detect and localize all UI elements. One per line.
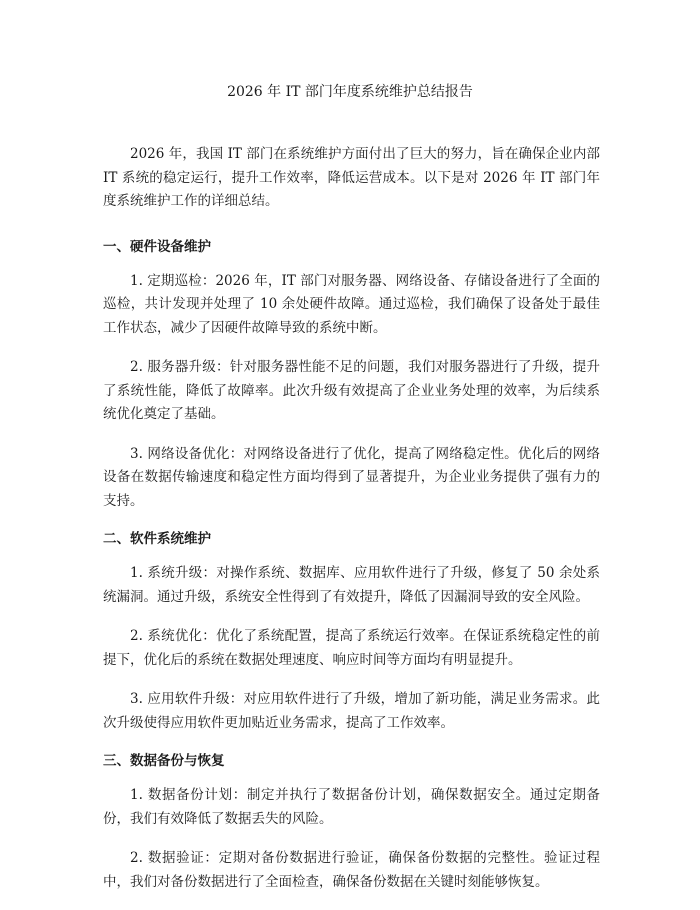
section-heading: 三、数据备份与恢复 xyxy=(103,753,225,769)
section-paragraph: 2. 数据验证：定期对备份数据进行验证，确保备份数据的完整性。验证过程中，我们对备份数据进行了全面检查，确保备份数据在关键时刻能够恢复。 xyxy=(103,850,600,890)
section-data-backup-recovery xyxy=(103,751,600,894)
section-paragraph: 1. 数据备份计划：制定并执行了数据备份计划，确保数据安全。通过定期备份，我们有效降低了数据丢失的风险。 xyxy=(103,787,600,827)
section-paragraph: 1. 定期巡检：2026 年，IT 部门对服务器、网络设备、存储设备进行了全面的巡检，共计发现并处理了 10 余处硬件故障。通过巡检，我们确保了设备处于最佳工作状态，减少了因硬件故障导致的系统中断。 xyxy=(103,272,600,336)
section-software-maintenance xyxy=(103,529,600,735)
section-paragraph: 2. 系统优化：优化了系统配置，提高了系统运行效率。在保证系统稳定性的前提下，优化后的系统在数据处理速度、响应时间等方面均有明显提升。 xyxy=(103,628,600,668)
section-paragraph: 2. 服务器升级：针对服务器性能不足的问题，我们对服务器进行了升级，提升了系统性能，降低了故障率。此次升级有效提高了企业业务处理的效率，为后续系统优化奠定了基础。 xyxy=(103,359,600,422)
section-paragraph: 3. 网络设备优化：对网络设备进行了优化，提高了网络稳定性。优化后的网络设备在数据传输速度和稳定性方面均得到了显著提升，为企业业务提供了强有力的支持。 xyxy=(103,445,600,509)
document-body xyxy=(103,143,600,910)
section-hardware-maintenance xyxy=(103,237,600,514)
section-paragraph: 1. 系统升级：对操作系统、数据库、应用软件进行了升级，修复了 50 余处系统漏洞。通过升级，系统安全性得到了有效提升，降低了因漏洞导致的安全风险。 xyxy=(103,565,600,605)
intro-paragraph: 2026 年，我国 IT 部门在系统维护方面付出了巨大的努力，旨在确保企业内部 IT 系统的稳定运行，提升工作效率，降低运营成本。以下是对 2026 年 IT 部门年度系统维护工作的详细总结。 xyxy=(103,146,600,209)
document-title: 2026 年 IT 部门年度系统维护总结报告 xyxy=(227,84,473,100)
section-heading: 二、软件系统维护 xyxy=(103,531,211,547)
section-paragraph: 3. 应用软件升级：对应用软件进行了升级，增加了新功能，满足业务需求。此次升级使得应用软件更加贴近业务需求，提高了工作效率。 xyxy=(103,691,600,731)
section-heading: 一、硬件设备维护 xyxy=(103,238,211,255)
